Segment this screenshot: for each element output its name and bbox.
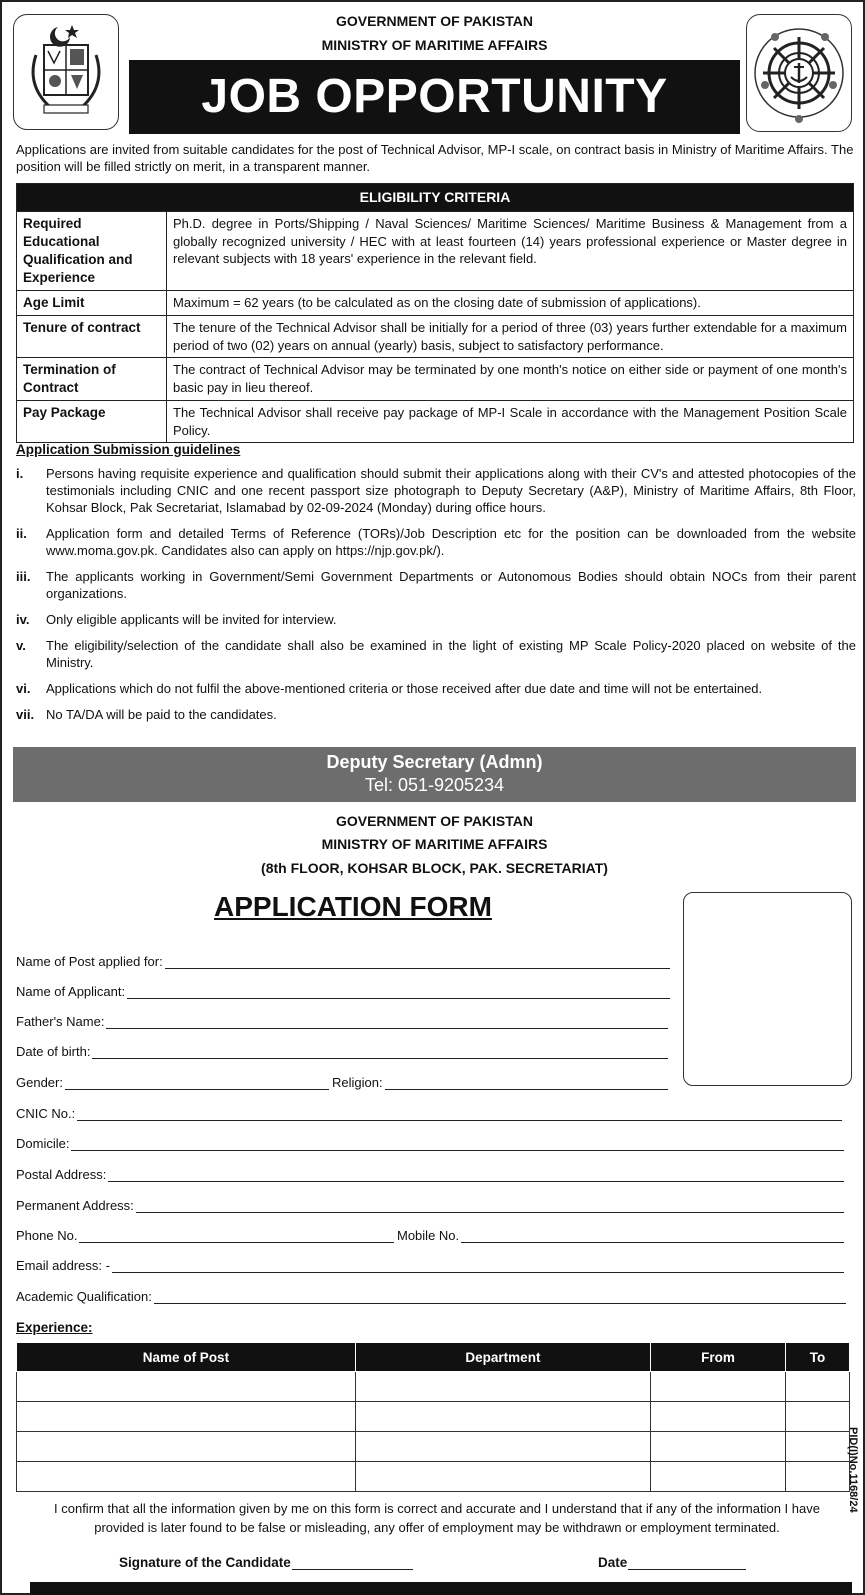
candidate-signature-field[interactable]: [119, 1555, 413, 1570]
confirmation-statement: I confirm that all the information given by me on this form is correct and accurate and I understand that if any of the information I have provided is later found to be false or misleading, any offer of employment may be withdrawn or employment terminated.: [54, 1501, 820, 1535]
table-cell[interactable]: [355, 1462, 650, 1492]
academic-label: Academic Qualification:: [16, 1289, 152, 1304]
experience-col-department: Department: [355, 1343, 650, 1372]
table-row: [17, 1462, 850, 1492]
bottom-bar: [30, 1582, 852, 1595]
religion-label: Religion:: [332, 1075, 383, 1090]
cnic-label: CNIC No.:: [16, 1106, 76, 1121]
guideline-number: i.: [16, 466, 24, 481]
application-form-title: APPLICATION FORM: [214, 891, 492, 922]
eligibility-row: [17, 211, 853, 290]
eligibility-value: The tenure of the Technical Advisor shall be initially for a period of three (03) years further extendable for a maximum period of two (02) years on annual (yearly) basis, subject to satisfactory performance.: [173, 320, 847, 353]
eligibility-key: Tenure of contract: [17, 316, 167, 357]
eligibility-row: [17, 315, 853, 357]
job-opportunity-banner: JOB OPPORTUNITY: [129, 60, 740, 134]
mobile-field[interactable]: [397, 1225, 844, 1243]
postal-address-field[interactable]: [16, 1164, 844, 1182]
permanent-address-field[interactable]: [16, 1195, 844, 1213]
table-cell[interactable]: [17, 1462, 356, 1492]
email-label: Email address: -: [16, 1258, 110, 1273]
guideline-item: [16, 465, 856, 516]
table-cell[interactable]: [355, 1372, 650, 1402]
pid-number: PID(I)No.1168/24: [847, 1427, 859, 1513]
form-header-address: (8th FLOOR, KOHSAR BLOCK, PAK. SECRETARIAT): [261, 860, 608, 876]
domicile-field[interactable]: [16, 1133, 844, 1151]
contact-bar: [13, 747, 856, 802]
date-label: Date: [598, 1555, 628, 1570]
eligibility-value: The Technical Advisor shall receive pay package of MP-I Scale in accordance with the Management Position Scale Policy.: [173, 405, 847, 438]
academic-field[interactable]: [16, 1286, 846, 1304]
dob-field[interactable]: [16, 1041, 668, 1059]
table-row: [17, 1402, 850, 1432]
experience-col-from: From: [651, 1343, 786, 1372]
guideline-text: The eligibility/selection of the candidate shall also be examined in the light of existing MP Scale Policy-2020 placed on website of the Ministry.: [46, 638, 856, 670]
form-header-ministry: MINISTRY OF MARITIME AFFAIRS: [321, 836, 548, 852]
signature-label: Signature of the Candidate: [119, 1555, 291, 1570]
form-header-government: GOVERNMENT OF PAKISTAN: [335, 813, 534, 829]
experience-table: [16, 1342, 850, 1492]
eligibility-key: Pay Package: [17, 401, 167, 442]
header-government: GOVERNMENT OF PAKISTAN: [335, 13, 534, 29]
post-field[interactable]: [16, 951, 670, 969]
domicile-label: Domicile:: [16, 1136, 70, 1151]
table-cell[interactable]: [355, 1432, 650, 1462]
guideline-number: iv.: [16, 612, 30, 627]
eligibility-value: Maximum = 62 years (to be calculated as on the closing date of submission of applications).: [173, 295, 701, 310]
guideline-number: vi.: [16, 681, 31, 696]
guideline-item: [16, 525, 856, 559]
contact-tel: Tel: 051-9205234: [364, 775, 505, 795]
table-cell[interactable]: [17, 1372, 356, 1402]
eligibility-value: The contract of Technical Advisor may be terminated by one month's notice on either side or payment of one month's basic pay in lieu thereof.: [173, 362, 847, 395]
table-cell[interactable]: [17, 1432, 356, 1462]
eligibility-value: Ph.D. degree in Ports/Shipping / Naval Sciences/ Maritime Sciences/ Maritime Business & Management from a globally recognized university / HEC with at least fourteen (14) years professional experience or Master degree in relevant subjects with 18 years' experience in the relevant field.: [173, 216, 847, 266]
guideline-item: [16, 706, 856, 723]
table-cell[interactable]: [651, 1432, 786, 1462]
father-name-field[interactable]: [16, 1011, 668, 1029]
eligibility-key: Required Educational Qualification and Experience: [17, 212, 167, 290]
post-label: Name of Post applied for:: [16, 954, 163, 969]
experience-col-to: To: [785, 1343, 849, 1372]
photo-box: [683, 892, 852, 1086]
guideline-number: iii.: [16, 569, 31, 584]
permanent-label: Permanent Address:: [16, 1198, 134, 1213]
dob-label: Date of birth:: [16, 1044, 91, 1059]
eligibility-key: Age Limit: [17, 291, 167, 315]
guideline-text: No TA/DA will be paid to the candidates.: [46, 707, 277, 722]
table-cell[interactable]: [17, 1402, 356, 1432]
table-cell[interactable]: [785, 1462, 849, 1492]
phone-field[interactable]: [16, 1225, 394, 1243]
ministry-maritime-logo: [746, 14, 852, 132]
guideline-item: [16, 637, 856, 671]
table-cell[interactable]: [785, 1432, 849, 1462]
experience-title: Experience:: [16, 1320, 93, 1335]
guideline-text: Application form and detailed Terms of Reference (TORs)/Job Description etc for the position can be downloaded from the website www.moma.gov.pk. Candidates also can apply on https://njp.gov.pk/).: [46, 526, 856, 558]
table-cell[interactable]: [355, 1402, 650, 1432]
gender-field[interactable]: [16, 1072, 329, 1090]
contact-name: Deputy Secretary (Admn): [326, 752, 543, 772]
guidelines-list: [16, 465, 856, 732]
applicant-label: Name of Applicant:: [16, 984, 126, 999]
table-cell[interactable]: [785, 1372, 849, 1402]
guideline-text: Persons having requisite experience and qualification should submit their applications along with their CV's and attested photocopies of the testimonials including CNIC and one recent passport size photograph to Deputy Secretary (A&P), Ministry of Maritime Affairs, 8th Floor, Kohsar Block, Pak Secretariat, Islamabad by 02-09-2024 (Monday) during office hours.: [46, 466, 856, 515]
header-ministry: MINISTRY OF MARITIME AFFAIRS: [321, 37, 548, 53]
guideline-number: v.: [16, 638, 26, 653]
experience-col-post: Name of Post: [17, 1343, 356, 1372]
intro-paragraph: Applications are invited from suitable candidates for the post of Technical Advisor, MP-I scale, on contract basis in Ministry of Maritime Affairs. The position will be filled strictly on merit, in a transparent manner.: [16, 142, 854, 174]
religion-field[interactable]: [332, 1072, 668, 1090]
experience-header-row: [17, 1343, 850, 1372]
applicant-name-field[interactable]: [16, 981, 670, 999]
table-cell[interactable]: [651, 1372, 786, 1402]
eligibility-row: [17, 400, 853, 442]
government-emblem-logo: [13, 14, 119, 130]
guideline-text: Applications which do not fulfil the above-mentioned criteria or those received after due date and time will not be entertained.: [46, 681, 763, 696]
date-field[interactable]: [598, 1555, 746, 1570]
guideline-text: The applicants working in Government/Semi Government Departments or Autonomous Bodies should obtain NOCs from their parent organizations.: [46, 569, 856, 601]
guideline-text: Only eligible applicants will be invited for interview.: [46, 612, 337, 627]
father-label: Father's Name:: [16, 1014, 105, 1029]
table-cell[interactable]: [651, 1402, 786, 1432]
guideline-number: ii.: [16, 526, 27, 541]
eligibility-table: [16, 183, 854, 443]
guideline-number: vii.: [16, 707, 35, 722]
guideline-item: [16, 611, 856, 628]
table-cell[interactable]: [651, 1462, 786, 1492]
eligibility-row: [17, 290, 853, 315]
eligibility-row: [17, 357, 853, 400]
phone-label: Phone No.: [16, 1228, 78, 1243]
email-field[interactable]: [16, 1255, 844, 1273]
eligibility-key: Termination of Contract: [17, 358, 167, 400]
postal-label: Postal Address:: [16, 1167, 107, 1182]
table-row: [17, 1432, 850, 1462]
cnic-field[interactable]: [16, 1103, 842, 1121]
table-cell[interactable]: [785, 1402, 849, 1432]
eligibility-title: ELIGIBILITY CRITERIA: [17, 184, 853, 211]
guideline-item: [16, 568, 856, 602]
guidelines-title: Application Submission guidelines: [16, 442, 241, 457]
gender-label: Gender:: [16, 1075, 63, 1090]
guideline-item: [16, 680, 856, 697]
mobile-label: Mobile No.: [397, 1228, 460, 1243]
table-row: [17, 1372, 850, 1402]
